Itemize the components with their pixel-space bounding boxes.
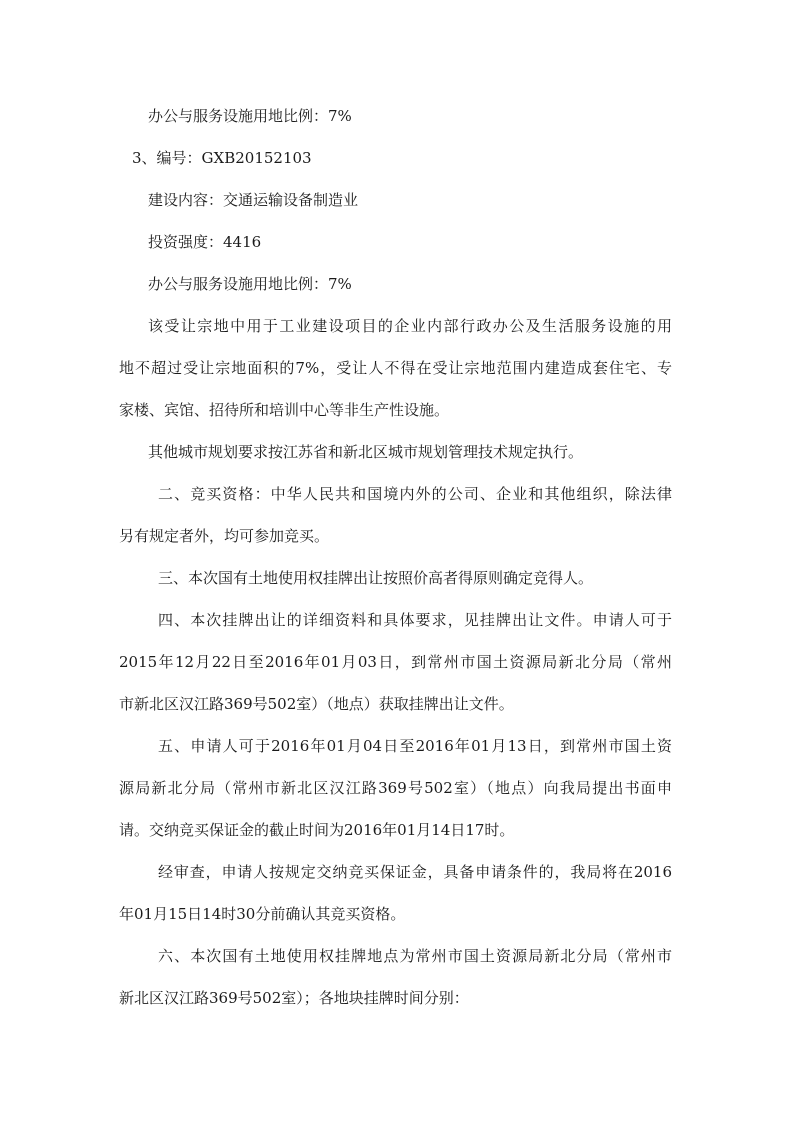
text-line: 办公与服务设施用地比例：7% <box>148 107 352 125</box>
text-line: 投资强度：4416 <box>148 233 262 251</box>
section-heading-line: 三、本次国有土地使用权挂牌出让按照价高者得原则确定竞得人。 <box>158 569 594 587</box>
paragraph-line: 该受让宗地中用于工业建设项目的企业内部行政办公及生活服务设施的用 <box>148 317 672 335</box>
section-heading-line: 五、申请人可于2016年01月04日至2016年01月13日，到常州市国土资 <box>158 737 672 755</box>
paragraph-line: 源局新北分局（常州市新北区汉江路369号502室）（地点）向我局提出书面申 <box>119 779 672 797</box>
text-line: 建设内容：交通运输设备制造业 <box>148 191 359 209</box>
paragraph-line: 请。交纳竞买保证金的截止时间为2016年01月14日17时。 <box>119 821 515 839</box>
paragraph-line: 经审查，申请人按规定交纳竞买保证金，具备申请条件的，我局将在2016 <box>158 863 672 881</box>
paragraph-line: 年01月15日14时30分前确认其竞买资格。 <box>119 905 406 923</box>
paragraph-line: 家楼、宾馆、招待所和培训中心等非生产性设施。 <box>119 401 450 419</box>
paragraph-line: 市新北区汉江路369号502室）（地点）获取挂牌出让文件。 <box>119 695 514 713</box>
paragraph-line: 2015年12月22日至2016年01月03日，到常州市国土资源局新北分局（常州 <box>119 653 672 671</box>
paragraph-line: 另有规定者外，均可参加竞买。 <box>119 527 330 545</box>
item-number-line: 3、编号：GXB20152103 <box>132 149 312 167</box>
section-heading-line: 六、本次国有土地使用权挂牌地点为常州市国土资源局新北分局（常州市 <box>158 947 672 965</box>
paragraph-line: 新北区汉江路369号502室）；各地块挂牌时间分别： <box>119 989 469 1007</box>
section-heading-line: 二、竞买资格：中华人民共和国境内外的公司、企业和其他组织，除法律 <box>158 485 672 503</box>
paragraph-line: 地不超过受让宗地面积的7%，受让人不得在受让宗地范围内建造成套住宅、专 <box>119 359 672 377</box>
paragraph-line: 其他城市规划要求按江苏省和新北区城市规划管理技术规定执行。 <box>148 443 584 461</box>
text-line: 办公与服务设施用地比例：7% <box>148 275 352 293</box>
section-heading-line: 四、本次挂牌出让的详细资料和具体要求，见挂牌出让文件。申请人可于 <box>158 611 672 629</box>
